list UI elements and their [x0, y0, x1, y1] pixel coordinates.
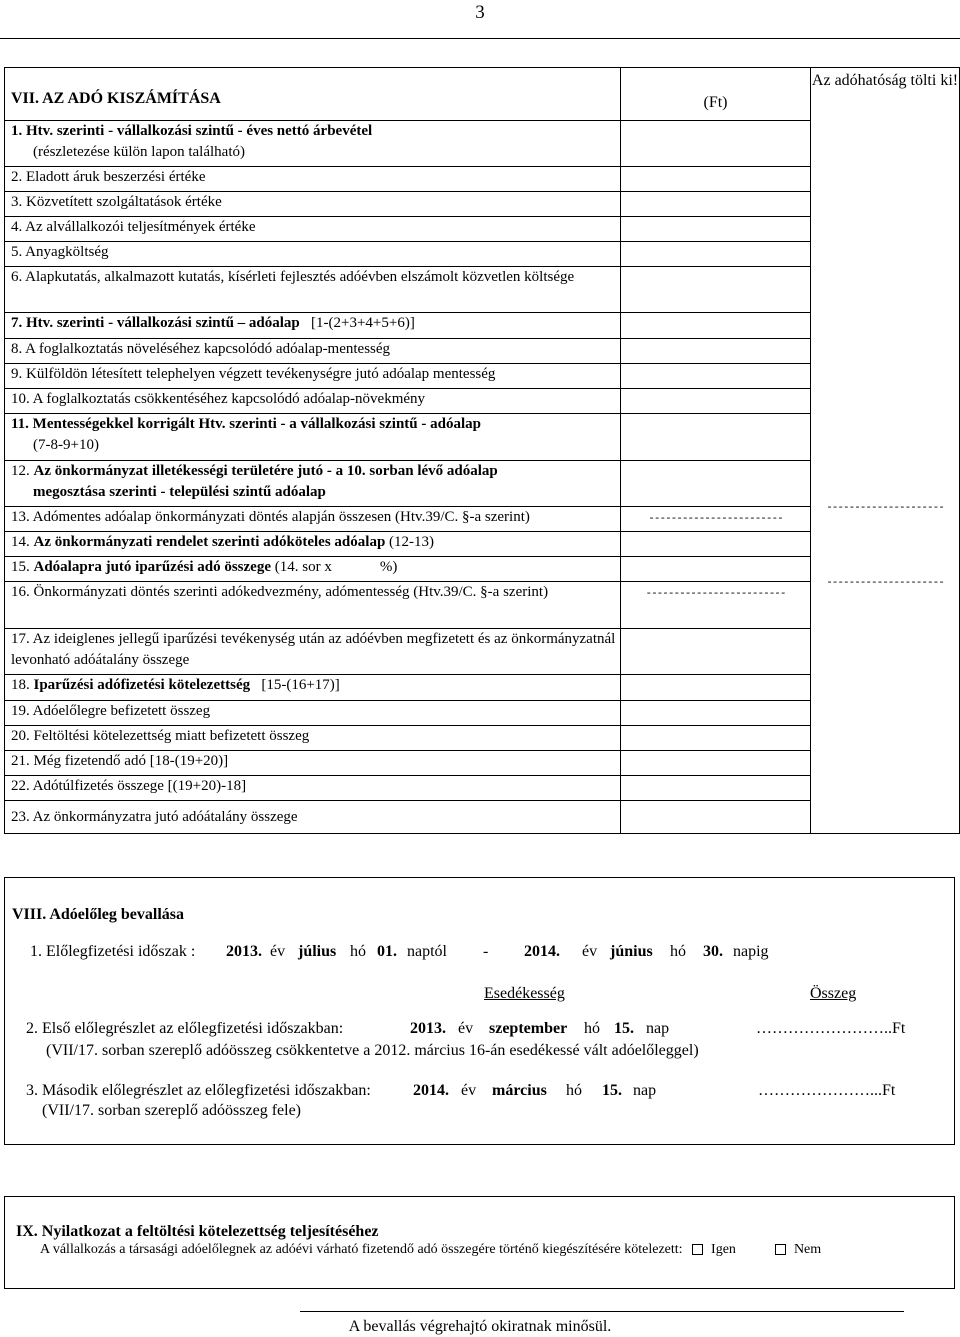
row2-value[interactable] [621, 167, 811, 192]
row4-value[interactable] [621, 217, 811, 242]
row1-value[interactable] [621, 121, 811, 167]
row20-label: 20. Feltöltési kötelezettség miatt befizetett összeg [5, 726, 621, 751]
row3-label: 3. Közvetített szolgáltatások értéke [5, 192, 621, 217]
from-word: naptól [407, 943, 447, 960]
row18-formula: [15-(16+17)] [261, 677, 340, 693]
row22-label: 22. Adótúlfizetés összege [(19+20)-18] [5, 776, 621, 801]
prepayment-period-label: 1. Előlegfizetési időszak : [30, 943, 196, 960]
row10-label: 10. A foglalkoztatás csökkentéséhez kapcsolódó adóalap-növekmény [5, 389, 621, 414]
first-installment-day: 15. [614, 1020, 634, 1037]
no-checkbox[interactable] [775, 1244, 786, 1255]
row8-value[interactable] [621, 339, 811, 364]
row18-label: Iparűzési adófizetési kötelezettség [33, 677, 251, 693]
row15-value[interactable] [621, 557, 811, 582]
month-word-4: hó [566, 1082, 582, 1099]
section9-text: A vállalkozás a társasági adóelőlegnek az adóévi várható fizetendő adó összegére történő kiegészítésére kötelezett: [40, 1242, 683, 1257]
row12-value[interactable] [621, 461, 811, 507]
period-end-year: 2014. [524, 943, 560, 960]
section7-title: VII. AZ ADÓ KISZÁMÍTÁSA [11, 90, 221, 107]
no-label: Nem [793, 1242, 822, 1257]
signature-line [300, 1311, 904, 1312]
month-word-2: hó [670, 943, 686, 960]
second-installment-amount[interactable]: …………………...Ft [758, 1082, 896, 1099]
row19-label: 19. Adóelőlegre befizetett összeg [5, 701, 621, 726]
second-installment-label: 3. Második előlegrészlet az előlegfizetési időszakban: [26, 1082, 371, 1099]
row10-value[interactable] [621, 389, 811, 414]
row11-formula: (7-8-9+10) [33, 437, 99, 453]
row9-value[interactable] [621, 364, 811, 389]
year-word-4: év [461, 1082, 477, 1099]
row14-label: Az önkormányzati rendelet szerinti adóköteles adóalap [33, 534, 386, 550]
row20-value[interactable] [621, 726, 811, 751]
row1-label: 1. Htv. szerinti - vállalkozási szintű - éves nettó árbevétel [11, 123, 373, 139]
second-installment-month: március [492, 1082, 547, 1099]
section9-statement [40, 1242, 821, 1258]
year-word-3: év [458, 1020, 474, 1037]
row21-label: 21. Még fizetendő adó [18-(19+20)] [5, 751, 621, 776]
yes-label: Igen [711, 1242, 736, 1257]
section8-title: VIII. Adóelőleg bevallása [12, 906, 185, 923]
row2-label: 2. Eladott áruk beszerzési értéke [5, 167, 621, 192]
row23-label: 23. Az önkormányzatra jutó adóátalány összege [5, 801, 621, 834]
row1-sublabel: (részletezése külön lapon található) [33, 144, 245, 160]
authority-header: Az adóhatóság tölti ki! [811, 72, 959, 89]
top-rule [0, 38, 960, 39]
row7-value[interactable] [621, 313, 811, 339]
row7-label: 7. Htv. szerinti - vállalkozási szintű – adóalap [11, 315, 300, 331]
period-start-month: július [298, 943, 337, 960]
footer-note: A bevallás végrehajtó okiratnak minősül. [348, 1318, 612, 1335]
row14-number: 14. [11, 534, 30, 550]
row9-label: 9. Külföldön létesített telephelyen végzett tevékenységre jutó adóalap mentesség [5, 364, 621, 389]
row14-value[interactable] [621, 532, 811, 557]
tax-calculation-table [4, 67, 960, 834]
row16-authority-dashes: --------------------- [826, 577, 944, 589]
table-header-row [5, 68, 960, 121]
row6-label: 6. Alapkutatás, alkalmazott kutatás, kísérleti fejlesztés adóévben elszámolt közvetlen költsége [5, 267, 621, 313]
second-installment-year: 2014. [413, 1082, 449, 1099]
row15-percent: %) [379, 559, 398, 575]
row8-label: 8. A foglalkoztatás növeléséhez kapcsolódó adóalap-mentesség [5, 339, 621, 364]
row18-value[interactable] [621, 675, 811, 701]
page-number: 3 [475, 2, 485, 23]
day-word-2: nap [633, 1082, 657, 1099]
month-word-3: hó [584, 1020, 600, 1037]
row14-formula: (12-13) [389, 534, 435, 550]
row15-number: 15. [11, 559, 30, 575]
year-word: év [270, 943, 286, 960]
row18-number: 18. [11, 677, 30, 693]
row13-label: 13. Adómentes adóalap önkormányzati döntés alapján összesen (Htv.39/C. §-a szerint) [5, 507, 621, 532]
section9-title: IX. Nyilatkozat a feltöltési kötelezettség teljesítéséhez [16, 1223, 379, 1240]
row6-value[interactable] [621, 267, 811, 313]
year-word-2: év [582, 943, 598, 960]
period-start-day: 01. [377, 943, 397, 960]
row12-sublabel: megosztása szerinti - települési szintű adóalap [33, 484, 326, 500]
authority-column [811, 68, 960, 834]
first-installment-amount[interactable]: ……………………..Ft [756, 1020, 906, 1037]
until-word: napig [733, 943, 769, 960]
row5-value[interactable] [621, 242, 811, 267]
amount-header: Összeg [810, 985, 857, 1002]
row19-value[interactable] [621, 701, 811, 726]
row11-label: 11. Mentességekkel korrigált Htv. szerinti - a vállalkozási szintű - adóalap [11, 416, 481, 432]
month-word: hó [350, 943, 366, 960]
row15-label: Adóalapra jutó iparűzési adó összege [33, 559, 271, 575]
unit-header: (Ft) [703, 94, 728, 111]
row13-dashes: ------------------------ [648, 513, 783, 525]
row12-label: Az önkormányzat illetékességi területére jutó - a 10. sorban lévő adóalap [33, 463, 498, 479]
first-installment-note: (VII/17. sorban szereplő adóösszeg csökkentetve a 2012. március 16-án esedékessé vált adóelőleggel) [46, 1042, 699, 1059]
first-installment-label: 2. Első előlegrészlet az előlegfizetési időszakban: [26, 1020, 344, 1037]
row15-formula: (14. sor x [274, 559, 332, 575]
row5-label: 5. Anyagköltség [5, 242, 621, 267]
day-word: nap [646, 1020, 670, 1037]
period-separator: - [483, 943, 489, 960]
row21-value[interactable] [621, 751, 811, 776]
row12-number: 12. [11, 463, 30, 479]
row16-label: 16. Önkormányzati döntés szerinti adókedvezmény, adómentesség (Htv.39/C. §-a szerint) [5, 582, 621, 629]
second-installment-note: (VII/17. sorban szereplő adóösszeg fele) [42, 1102, 302, 1119]
row17-label: 17. Az ideiglenes jellegű iparűzési tevékenység után az adóévben megfizetett és az önkormányzatnál levonható adóátalány összege [5, 629, 621, 675]
first-installment-year: 2013. [410, 1020, 446, 1037]
row4-label: 4. Az alvállalkozói teljesítmények értéke [5, 217, 621, 242]
yes-checkbox[interactable] [692, 1244, 703, 1255]
row16-dashes: ------------------------- [645, 588, 786, 600]
row17-value[interactable] [621, 629, 811, 675]
row11-value[interactable] [621, 414, 811, 461]
period-end-day: 30. [703, 943, 723, 960]
second-installment-day: 15. [602, 1082, 622, 1099]
period-end-month: június [610, 943, 653, 960]
row23-value[interactable] [621, 801, 811, 834]
period-start-year: 2013. [226, 943, 262, 960]
row3-value[interactable] [621, 192, 811, 217]
row7-formula: [1-(2+3+4+5+6)] [311, 315, 415, 331]
row22-value[interactable] [621, 776, 811, 801]
first-installment-month: szeptember [489, 1020, 568, 1037]
due-date-header: Esedékesség [484, 985, 565, 1002]
row13-authority-dashes: --------------------- [826, 502, 944, 514]
